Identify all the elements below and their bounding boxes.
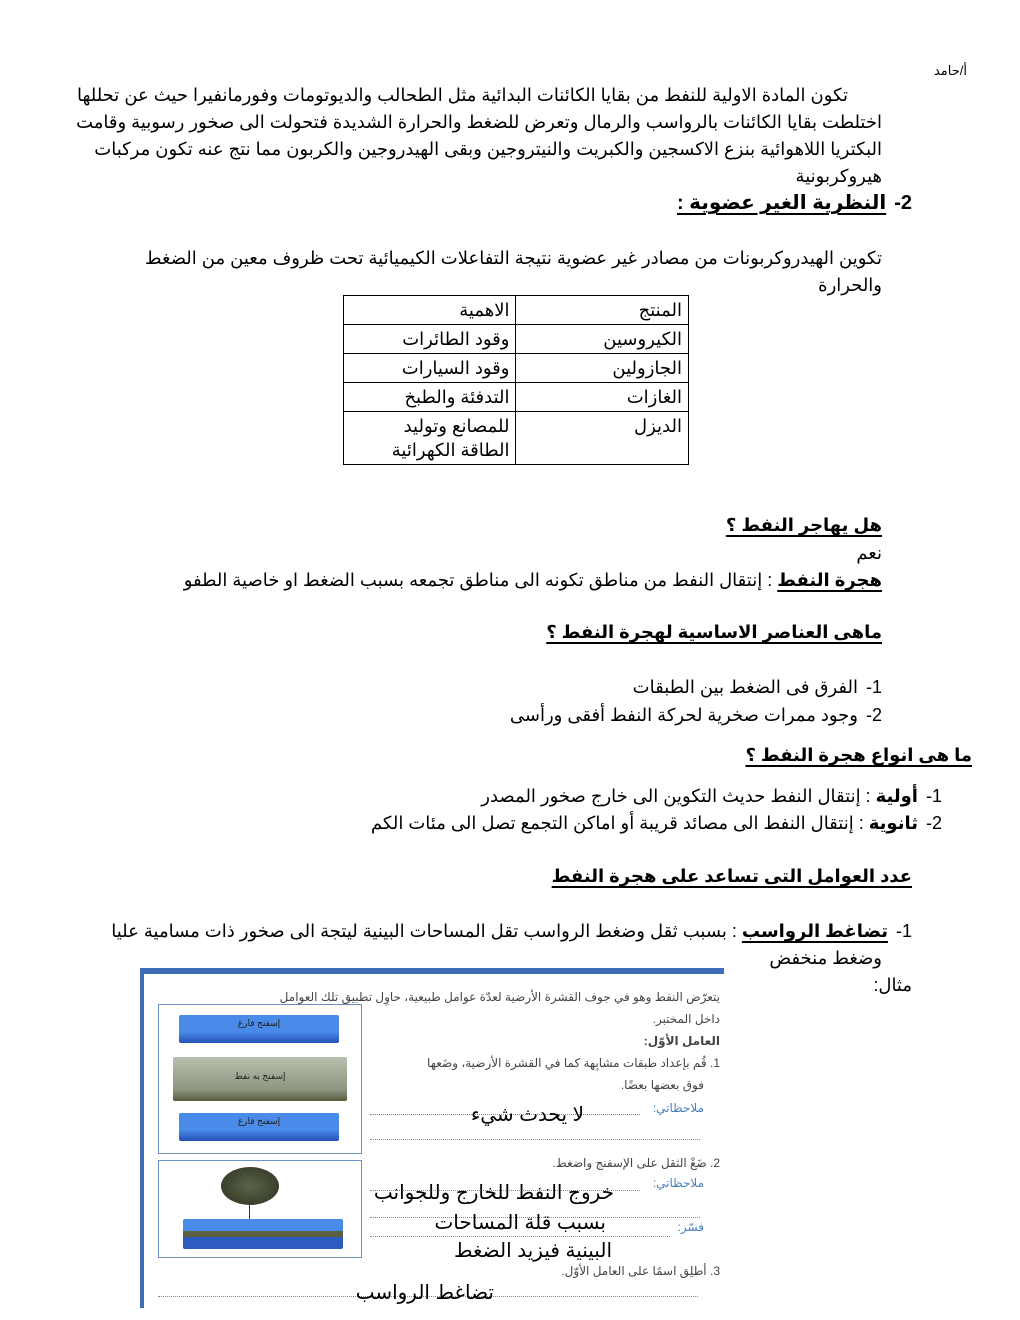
products-table bbox=[343, 295, 689, 465]
types-item-1 bbox=[481, 785, 942, 807]
item-term: تضاغط الرواسب bbox=[741, 921, 888, 941]
answer-1: لا يحدث شيء bbox=[470, 1104, 584, 1126]
table-row bbox=[344, 325, 689, 354]
empty-sponge-label: إسفنج فارغ bbox=[237, 1116, 281, 1126]
step-1b: فوق بعضها بعضًا. bbox=[620, 1078, 704, 1092]
author-name: أ/حامد bbox=[933, 63, 967, 78]
migration-text: : إنتقال النفط من مناطق تكونه الى مناطق تجمعه بسبب الضغط او خاصية الطفو bbox=[183, 570, 778, 590]
migration-answer: نعم bbox=[856, 543, 882, 563]
answer-4: تضاغط الرواسب bbox=[355, 1282, 494, 1304]
item-number: 1- bbox=[865, 677, 882, 697]
item-number: 1- bbox=[925, 786, 942, 806]
table-cell: التدفئة والطبخ bbox=[344, 383, 516, 412]
answer-2: خروج النفط للخارج وللجوانب bbox=[373, 1182, 614, 1204]
item-term: ثانوية bbox=[868, 813, 918, 833]
factors-heading: عدد العوامل التى تساعد على هجرة النفط bbox=[551, 866, 912, 886]
item-text: الفرق فى الضغط بين الطبقات bbox=[632, 677, 858, 697]
item-text: : إنتقال النفط الى مصائد قريبة أو اماكن التجمع تصل الى مئات الكم bbox=[370, 813, 869, 833]
activity-intro-1: يتعرّض النفط وهو في جوف القشرة الأرضية لعدّة عوامل طبيعية، حاوِل تطبيق تلك العوامل bbox=[279, 990, 720, 1004]
factor-title: العامل الأوّل: bbox=[643, 1034, 720, 1048]
types-item-2 bbox=[371, 812, 942, 834]
elements-item-1 bbox=[633, 676, 882, 698]
explain-label: فسّر: bbox=[677, 1220, 704, 1234]
migration-question: هل يهاجر النفط ؟ bbox=[725, 515, 882, 535]
answer-3b: البينية فيزيد الضغط bbox=[454, 1240, 612, 1262]
item-number: 2- bbox=[925, 813, 942, 833]
table-cell: وقود الطائرات bbox=[344, 325, 516, 354]
step-1a: 1. قُم بإعداد طبقات مشابِهة كما في القشرة الأرضية، وضَعها bbox=[427, 1056, 720, 1070]
table-header: الاهمية bbox=[344, 296, 516, 325]
empty-sponge-label: إسفنج فارغ bbox=[237, 1018, 281, 1028]
migration-definition bbox=[184, 569, 882, 591]
item-text: وجود ممرات صخرية لحركة النفط أفقى ورأسى bbox=[509, 705, 858, 725]
organic-line-3: البكتريا اللاهوائية بنزع الاكسجين والكبريت والنيتروجين وبقى الهيدروجين والكربون مما نتج عنه تكون مركبات bbox=[94, 139, 882, 159]
item-term: أولية bbox=[875, 786, 918, 806]
elements-item-2 bbox=[510, 704, 882, 726]
answer-3a: بسبب قلة المساحات bbox=[434, 1212, 606, 1234]
table-cell: الجازولين bbox=[516, 354, 689, 383]
activity-intro-2: داخل المختبر. bbox=[652, 1012, 720, 1026]
table-cell: وقود السيارات bbox=[344, 354, 516, 383]
inorganic-text-2: والحرارة bbox=[818, 275, 882, 295]
inorganic-text-1: تكوين الهيدروكربونات من مصادر غير عضوية نتيجة التفاعلات الكيميائية تحت ظروف معين من الضغط bbox=[144, 248, 882, 268]
table-header: المنتج bbox=[516, 296, 689, 325]
item-text: : إنتقال النفط حديث التكوين الى خارج صخور المصدر bbox=[481, 786, 876, 806]
organic-line-1: تكون المادة الاولية للنفط من بقايا الكائنات البدائية مثل الطحالب والديوتومات وفورمانفيرا حيث عن تحللها bbox=[76, 85, 848, 105]
step-3: 3. أطلِق اسمًا على العامل الأوّل. bbox=[561, 1264, 720, 1278]
table-row bbox=[344, 354, 689, 383]
item-text: : بسبب ثقل وضغط الرواسب تقل المساحات البينية ليتجة الى صخور ذات مسامية عليا bbox=[111, 921, 742, 941]
notes-label-2: ملاحظاتي: bbox=[652, 1176, 704, 1190]
notes-label-1: ملاحظاتي: bbox=[652, 1101, 704, 1115]
table-cell: الديزل bbox=[516, 412, 689, 465]
table-row bbox=[344, 383, 689, 412]
item-number: 2- bbox=[865, 705, 882, 725]
factors-item-1-cont: وضغط منخفض bbox=[769, 948, 882, 968]
oil-sponge-label: إسفنج به نفط bbox=[234, 1071, 286, 1081]
activity-image bbox=[140, 968, 724, 1308]
table-row bbox=[344, 412, 689, 465]
step-2: 2. ضَعْ الثقل على الإسفنج واضغط. bbox=[552, 1156, 720, 1170]
migration-term: هجرة النفط bbox=[777, 570, 882, 590]
table-cell: الكيروسين bbox=[516, 325, 689, 354]
table-header-row bbox=[344, 296, 689, 325]
inorganic-heading bbox=[677, 192, 912, 214]
example-label: مثال: bbox=[873, 975, 912, 995]
types-heading: ما هى انواع هجرة النفط ؟ bbox=[745, 745, 972, 765]
sponge-layers-illustration bbox=[158, 1004, 362, 1154]
heading-number: 2- bbox=[894, 192, 912, 214]
factors-item-1 bbox=[111, 920, 912, 942]
heading-text: النظرية الغير عضوية : bbox=[676, 192, 887, 214]
organic-line-4: هيروكربونية bbox=[795, 166, 882, 186]
table-cell: للمصانع وتوليد الطاقة الكهرائية bbox=[344, 412, 516, 465]
rock-weight-icon bbox=[221, 1167, 279, 1205]
weight-press-illustration bbox=[158, 1160, 362, 1258]
table-cell: الغازات bbox=[516, 383, 689, 412]
elements-heading: ماهى العناصر الاساسية لهجرة النفط ؟ bbox=[546, 622, 882, 642]
organic-line-2: اختلطت بقايا الكائنات بالرواسب والرمال وتعرض للضغط والحرارة الشديدة فتحولت الى صخور رسوبية وقامت bbox=[76, 112, 882, 132]
item-number: 1- bbox=[895, 921, 912, 941]
